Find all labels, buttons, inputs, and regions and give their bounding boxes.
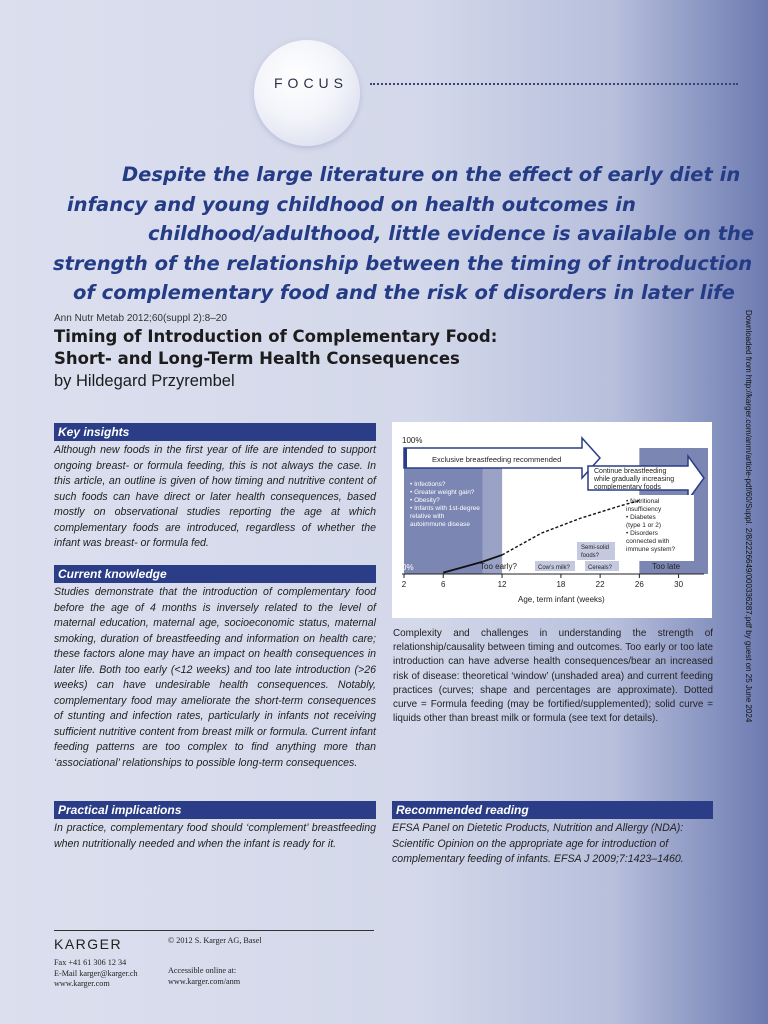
left-list-item: • Infants with 1st-degree [410, 505, 480, 512]
right-list-item: • Diabetes [626, 514, 656, 521]
arrow2-line: while gradually increasing [594, 476, 675, 483]
citation: Ann Nutr Metab 2012;60(suppl 2):8–20 [54, 313, 227, 324]
too-early-label: Too early? [480, 562, 517, 571]
arrow2-line: complementary foods [594, 484, 661, 491]
key-insights-header: Key insights [54, 423, 376, 441]
x-tick-label: 30 [674, 580, 684, 589]
left-list-item: • Greater weight gain? [410, 489, 475, 496]
cereals-label: Cereals? [588, 565, 613, 571]
headline-line: Despite the large literature on the effect of early diet in [122, 163, 741, 186]
timing-chart [392, 422, 712, 618]
left-list-item: autoimmune disease [410, 521, 470, 528]
headline-line: strength of the relationship between the timing of introduction [53, 251, 753, 275]
x-tick-label: 6 [440, 580, 446, 589]
arrow2-line: Continue breastfeeding [594, 468, 667, 475]
x-tick-label: 22 [595, 580, 605, 589]
website: www.karger.com [54, 979, 110, 988]
copyright: © 2012 S. Karger AG, Basel [168, 936, 262, 945]
left-list-item: • Obesity? [410, 497, 440, 504]
x-tick-label: 18 [556, 580, 566, 589]
footer-rule [54, 930, 374, 931]
too-late-label: Too late [652, 562, 681, 571]
right-list-item: (type 1 or 2) [626, 522, 662, 529]
focus-label: FOCUS [274, 75, 348, 91]
focus-badge [254, 40, 360, 146]
headline-line: infancy and young childhood on health outcomes in [67, 192, 636, 216]
figure-caption: Complexity and challenges in understanding the strength of relationship/causality between timing and outcomes. Too early or too late introduction can have adverse health consequences/bear an increased risk of disease: theoretical ‘window’ (unshaded area) and current feeding practices (curves; shape and percentages are approximate). Dotted curve = Formula feeding (may be fortified/supplemented); solid curve = liquids other than breast milk or formula (see text for details). [393, 628, 713, 725]
accessible-label: Accessible online at: [168, 966, 237, 975]
left-list-item: • Infections? [410, 481, 446, 488]
title-line: Timing of Introduction of Complementary Food: [54, 327, 498, 346]
x-tick-label: 2 [401, 580, 407, 589]
semi-solid-label: foods? [581, 553, 600, 559]
right-list-item: connected with [626, 538, 670, 545]
cows-milk-label: Cow’s milk? [538, 565, 570, 571]
current-knowledge-header: Current knowledge [54, 565, 376, 583]
right-list-item: insufficiency [626, 506, 662, 513]
download-note: Downloaded from http://karger.com/anm/article-pdf/60/Suppl. 2/8/2226649/000336287.pdf by guest on 25 June 2024 [744, 310, 753, 723]
x-tick-label: 12 [497, 580, 507, 589]
practical-implications-text: In practice, complementary food should ‘complement’ breastfeeding when nutritionally needed and when the infant is ready for it. [54, 822, 376, 850]
headline-line: childhood/adulthood, little evidence is available on the [148, 222, 755, 245]
journal-url: www.karger.com/anm [168, 976, 241, 986]
label-100-percent: 100% [402, 436, 423, 445]
x-ticks [402, 574, 684, 589]
headline-line: of complementary food and the risk of disorders in later life [73, 281, 735, 304]
formula-curve [502, 501, 639, 555]
headline-quote [40, 160, 755, 308]
label-0-percent: 0% [402, 563, 414, 572]
header-dotted-rule [370, 83, 738, 85]
right-list-item: • Disorders [626, 530, 658, 537]
email: E-Mail karger@karger.ch [54, 968, 138, 978]
arrow-start [404, 448, 407, 468]
footer-contact [54, 958, 138, 990]
right-list-item: immune system? [626, 546, 676, 553]
x-axis-label: Age, term infant (weeks) [518, 595, 605, 604]
arrow1-label: Exclusive breastfeeding recommended [432, 455, 562, 464]
accessible-online [168, 966, 240, 987]
recommended-reading-text: EFSA Panel on Dietetic Products, Nutrition and Allergy (NDA): Scientific Opinion on the appropriate age for introduction of complementary feeding of infants. EFSA J 2009;7:1423–1460. [392, 822, 684, 865]
current-knowledge-text: Studies demonstrate that the introduction of complementary food before the age of 4 months is inversely related to the level of maternal education, maternal age, socioeconomic status, maternal smoking, duration of breastfeeding and information on health care; these factors alone may have an impact on health consequences in later life. Both too early (<12 weeks) and too late introduction (>26 weeks) can have undesirable health consequences. Notably, complementary food may ameliorate the short-term consequences of stunting and infection rates, particularly in infants not receiving sufficient nutritive content from breast milk or formula. Current infant feeding patterns are too complex to find anything more than ‘associational’ relationships to possible long-term consequences. [54, 586, 376, 769]
x-tick-label: 26 [634, 580, 644, 589]
right-list-item: • Nutritional [626, 498, 660, 505]
left-list-item: relative with [410, 513, 445, 520]
key-insights-text: Although new foods in the first year of life are intended to support ongoing breast- or formula feeding, this is not always the case. In this article, an outline is given of how timing and nutritive content of such foods can have direct or later health consequences, based mostly on observational studies reporting the age at which complementary foods are introduced, regardless of whether the infant was breast- or formula fed. [54, 444, 376, 549]
article-title [54, 326, 614, 370]
recommended-reading-header: Recommended reading [392, 801, 713, 819]
publisher-logo: KARGER [54, 936, 123, 952]
timing-figure [392, 422, 712, 618]
practical-implications-header: Practical implications [54, 801, 376, 819]
title-line: Short- and Long-Term Health Consequences [54, 349, 460, 368]
semi-solid-label: Semi-solid [581, 545, 610, 551]
fax: Fax +41 61 306 12 34 [54, 958, 127, 967]
author: by Hildegard Przyrembel [54, 372, 235, 390]
